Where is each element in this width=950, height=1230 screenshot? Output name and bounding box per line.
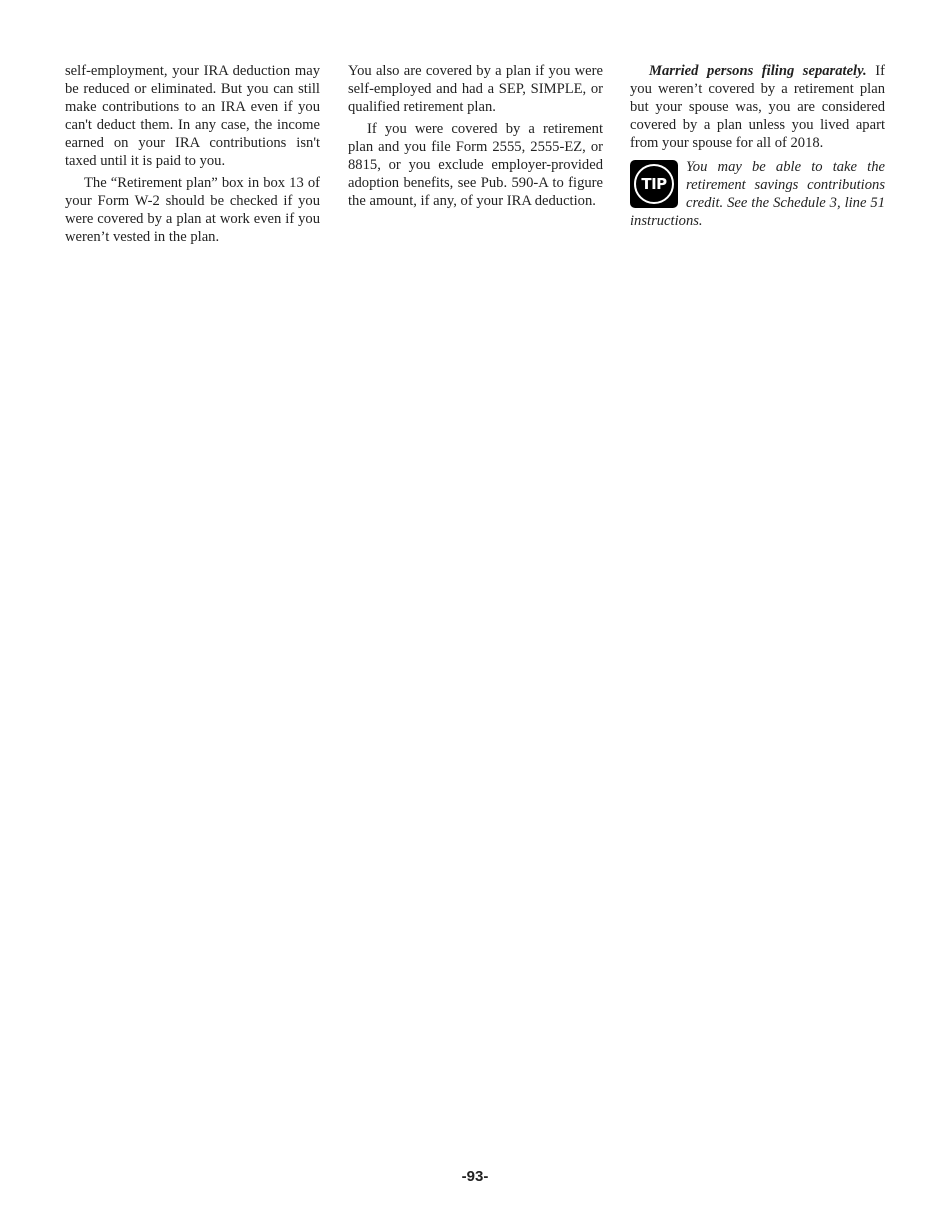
tip-box: [630, 158, 885, 230]
married-separately-text: If you weren’t covered by a retirement plan but your spouse was, you are considered covered by a plan unless you lived apart from your spouse for all of 2018.: [630, 63, 885, 151]
paragraph-married-filing-separately: [630, 62, 885, 152]
paragraph-retirement-plan-box: The “Retirement plan” box in box 13 of your Form W-2 should be checked if you were covered by a plan at work even if you weren’t vested in the plan.: [65, 175, 320, 245]
paragraph-self-employed-plan: You also are covered by a plan if you were self-employed and had a SEP, SIMPLE, or qualified retirement plan.: [348, 63, 603, 115]
tip-icon: [630, 160, 678, 208]
section-heading-married-separately: Married persons filing separately.: [649, 63, 867, 79]
column-2: [348, 62, 603, 214]
page-number: -93-: [461, 1168, 489, 1185]
tip-label: TIP: [634, 164, 674, 204]
tip-text: You may be able to take the retirement savings contributions credit. See the Schedule 3, line 51 instructions.: [630, 159, 885, 229]
column-3: [630, 62, 885, 230]
paragraph-ira-deduction-reduced: self-employment, your IRA deduction may be reduced or eliminated. But you can still make contributions to an IRA even if you can't deduct them. In any case, the income earned on your IRA contributions isn't taxed until it is paid to you.: [65, 63, 320, 169]
column-1: [65, 62, 320, 250]
paragraph-form-2555: If you were covered by a retirement plan and you file Form 2555, 2555-EZ, or 8815, or you exclude employer-provided adoption benefits, see Pub. 590-A to figure the amount, if any, of your IRA deduction.: [348, 121, 603, 209]
